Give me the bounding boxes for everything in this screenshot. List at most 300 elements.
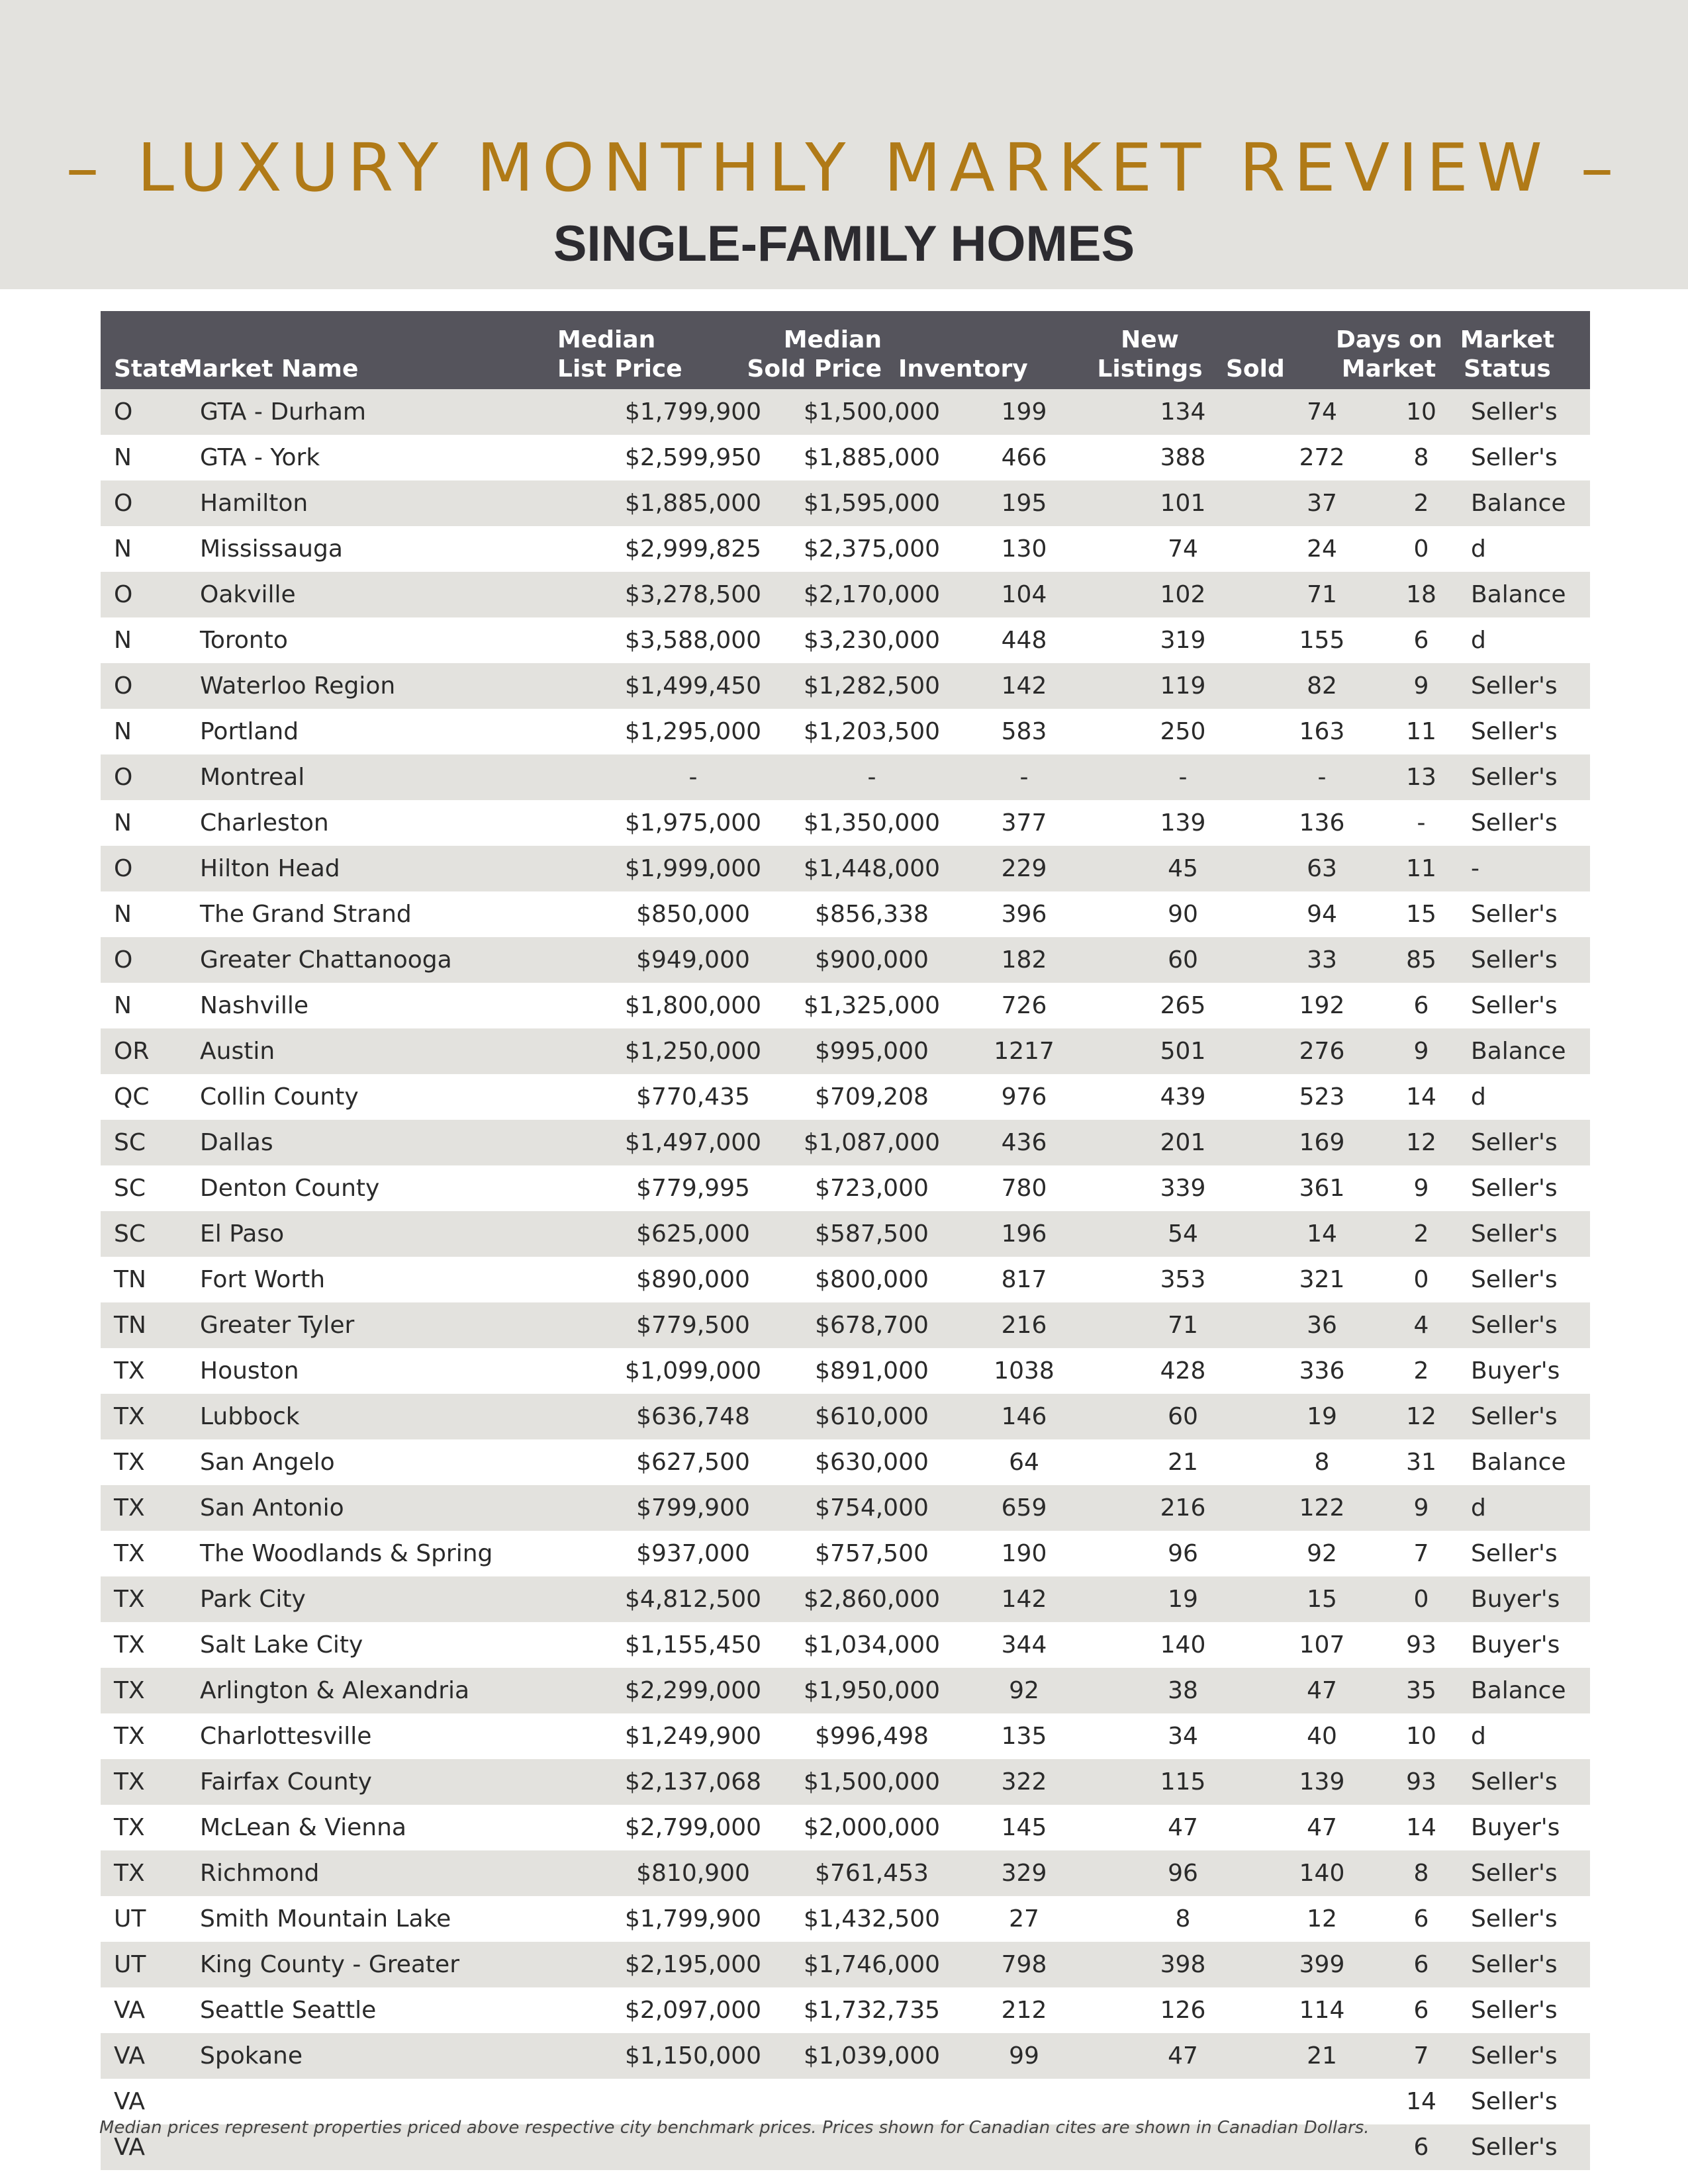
table-row [101,846,1590,891]
cell-state: OR [114,1038,150,1065]
cell-market-status: Seller's [1471,946,1558,974]
cell-list-price: - [688,764,698,791]
cell-days-on-market: 7 [1413,2042,1429,2070]
cell-inventory: 145 [1001,1814,1047,1841]
cell-market-name: San Antonio [200,1494,344,1522]
cell-list-price: $3,278,500 [624,581,762,608]
table-row [101,1713,1590,1759]
cell-sold-price: $891,000 [815,1357,929,1385]
cell-sold-price: - [867,764,876,791]
cell-inventory: 229 [1001,855,1047,882]
table-row [101,1394,1590,1439]
cell-inventory: 377 [1001,809,1047,837]
cell-list-price: $2,599,950 [624,444,762,471]
cell-list-price: $890,000 [636,1266,750,1293]
cell-inventory: 182 [1001,946,1047,974]
cell-market-name: King County - Greater [200,1951,459,1978]
cell-sold-price: $856,338 [815,901,929,928]
cell-market-status: Seller's [1471,1175,1558,1202]
table-row [101,663,1590,709]
cell-market-name: Montreal [200,764,305,791]
cell-list-price: $2,299,000 [624,1677,762,1704]
cell-days-on-market: 13 [1406,764,1436,791]
cell-days-on-market: 6 [1413,2134,1429,2161]
cell-list-price: $2,999,825 [624,535,762,563]
cell-market-status: Seller's [1471,992,1558,1019]
cell-state: TX [114,1540,145,1567]
cell-inventory: 817 [1001,1266,1047,1293]
cell-market-name: Greater Chattanooga [200,946,452,974]
cell-new-listings: 119 [1160,672,1206,700]
cell-sold-price: $709,208 [815,1083,929,1111]
cell-list-price: $625,000 [636,1220,750,1248]
cell-days-on-market: 2 [1413,1220,1429,1248]
cell-new-listings: 139 [1160,809,1206,837]
cell-list-price: $2,097,000 [624,1997,762,2024]
cell-days-on-market: 6 [1413,1905,1429,1933]
cell-market-name: Fairfax County [200,1768,372,1796]
cell-days-on-market: 31 [1406,1449,1436,1476]
cell-sold: 12 [1307,1905,1337,1933]
cell-market-name: Richmond [200,1860,320,1887]
cell-sold-price: $3,230,000 [803,627,941,654]
cell-sold: 122 [1299,1494,1345,1522]
cell-new-listings: 265 [1160,992,1206,1019]
cell-market-name: Greater Tyler [200,1312,355,1339]
cell-sold-price: $2,375,000 [803,535,941,563]
cell-days-on-market: 0 [1413,535,1429,563]
cell-market-status: Balance [1471,490,1566,517]
cell-state: O [114,764,133,791]
cell-state: TX [114,1449,145,1476]
cell-list-price: $1,155,450 [624,1631,762,1659]
cell-list-price: $1,497,000 [624,1129,762,1156]
cell-list-price: $799,900 [636,1494,750,1522]
cell-state: SC [114,1220,146,1248]
cell-market-status: Seller's [1471,809,1558,837]
cell-days-on-market: 6 [1413,627,1429,654]
cell-new-listings: 339 [1160,1175,1206,1202]
cell-days-on-market: 9 [1413,1038,1429,1065]
cell-market-status: Seller's [1471,1312,1558,1339]
cell-list-price: $937,000 [636,1540,750,1567]
cell-sold-price: $610,000 [815,1403,929,1430]
cell-inventory: 135 [1001,1723,1047,1750]
cell-market-status: Seller's [1471,1905,1558,1933]
table-row [101,526,1590,572]
cell-list-price: $1,099,000 [624,1357,762,1385]
cell-market-name: Fort Worth [200,1266,326,1293]
cell-state: TX [114,1357,145,1385]
cell-days-on-market: 6 [1413,1951,1429,1978]
cell-new-listings: 398 [1160,1951,1206,1978]
cell-sold: 272 [1299,444,1345,471]
cell-state: O [114,672,133,700]
table-row [101,891,1590,937]
cell-sold: 33 [1307,946,1337,974]
cell-state: TX [114,1494,145,1522]
cell-sold-price: $1,500,000 [803,1768,941,1796]
cell-sold-price: $1,595,000 [803,490,941,517]
cell-market-status: Balance [1471,1677,1566,1704]
cell-sold: 47 [1307,1814,1337,1841]
cell-sold: 24 [1307,535,1337,563]
cell-inventory: 780 [1001,1175,1047,1202]
cell-inventory: 142 [1001,1586,1047,1613]
cell-inventory: 196 [1001,1220,1047,1248]
cell-state: SC [114,1129,146,1156]
cell-inventory: 99 [1009,2042,1039,2070]
cell-market-status: Seller's [1471,2088,1558,2115]
cell-days-on-market: 8 [1413,1860,1429,1887]
cell-sold-price: $1,950,000 [803,1677,941,1704]
cell-new-listings: 101 [1160,490,1206,517]
cell-state: VA [114,2042,145,2070]
cell-market-name: Nashville [200,992,309,1019]
cell-inventory: 976 [1001,1083,1047,1111]
cell-state: N [114,809,132,837]
cell-market-name: Collin County [200,1083,359,1111]
cell-days-on-market: 8 [1413,444,1429,471]
cell-list-price: $1,800,000 [624,992,762,1019]
table-row [101,1120,1590,1165]
cell-sold: 107 [1299,1631,1345,1659]
cell-state: TX [114,1814,145,1841]
cell-days-on-market: 9 [1413,1494,1429,1522]
cell-state: UT [114,1905,146,1933]
table-row [101,1942,1590,1987]
cell-list-price: $1,250,000 [624,1038,762,1065]
cell-sold-price: $1,087,000 [803,1129,941,1156]
col-header-days-on-market: Days on Market [1336,326,1442,383]
cell-inventory: 583 [1001,718,1047,745]
cell-new-listings: 501 [1160,1038,1206,1065]
cell-sold: 361 [1299,1175,1345,1202]
cell-inventory: 195 [1001,490,1047,517]
col-header-new-listings: New Listings [1097,326,1203,383]
cell-sold-price: $761,453 [815,1860,929,1887]
cell-state: N [114,992,132,1019]
cell-list-price: $949,000 [636,946,750,974]
cell-sold-price: $1,039,000 [803,2042,941,2070]
cell-market-status: Buyer's [1471,1357,1560,1385]
table-row [101,1622,1590,1668]
cell-list-price: $1,799,900 [624,398,762,426]
cell-days-on-market: 6 [1413,992,1429,1019]
cell-sold: 139 [1299,1768,1345,1796]
col-header-market-name: Market Name [179,355,359,383]
cell-sold: 399 [1299,1951,1345,1978]
cell-inventory: 64 [1009,1449,1039,1476]
cell-new-listings: 250 [1160,718,1206,745]
cell-sold-price: $1,282,500 [803,672,941,700]
cell-list-price: $779,500 [636,1312,750,1339]
table-row [101,572,1590,617]
cell-sold-price: $1,350,000 [803,809,941,837]
cell-inventory: 436 [1001,1129,1047,1156]
cell-market-status: Seller's [1471,672,1558,700]
cell-inventory: 142 [1001,672,1047,700]
cell-state: TX [114,1768,145,1796]
cell-sold-price: $1,746,000 [803,1951,941,1978]
cell-sold-price: $2,000,000 [803,1814,941,1841]
cell-list-price: $2,195,000 [624,1951,762,1978]
cell-new-listings: 38 [1168,1677,1198,1704]
cell-state: VA [114,1997,145,2024]
cell-market-name: Waterloo Region [200,672,396,700]
table-row [101,1485,1590,1531]
cell-sold: 63 [1307,855,1337,882]
cell-sold-price: $900,000 [815,946,929,974]
cell-inventory: 448 [1001,627,1047,654]
cell-market-name: The Grand Strand [200,901,412,928]
cell-market-name: Arlington & Alexandria [200,1677,470,1704]
cell-state: N [114,535,132,563]
cell-inventory: 130 [1001,535,1047,563]
cell-market-name: Mississauga [200,535,343,563]
cell-sold: 74 [1307,398,1337,426]
cell-market-status: Seller's [1471,2042,1558,2070]
cell-new-listings: 71 [1168,1312,1198,1339]
cell-market-name: Charlottesville [200,1723,372,1750]
cell-market-status: Balance [1471,581,1566,608]
cell-list-price: $1,295,000 [624,718,762,745]
cell-market-name: Austin [200,1038,275,1065]
cell-state: O [114,855,133,882]
cell-list-price: $4,812,500 [624,1586,762,1613]
cell-days-on-market: 18 [1406,581,1436,608]
cell-days-on-market: 93 [1406,1631,1436,1659]
cell-new-listings: 54 [1168,1220,1198,1248]
cell-inventory: 212 [1001,1997,1047,2024]
cell-inventory: 726 [1001,992,1047,1019]
cell-sold-price: $800,000 [815,1266,929,1293]
table-row [101,1074,1590,1120]
cell-new-listings: 47 [1168,2042,1198,2070]
cell-market-status: Balance [1471,1449,1566,1476]
cell-market-status: Seller's [1471,764,1558,791]
table-row [101,937,1590,983]
table-row [101,754,1590,800]
cell-sold-price: $995,000 [815,1038,929,1065]
cell-sold: 15 [1307,1586,1337,1613]
table-row [101,1576,1590,1622]
cell-inventory: 92 [1009,1677,1039,1704]
cell-inventory: 216 [1001,1312,1047,1339]
cell-state: TX [114,1631,145,1659]
cell-new-listings: 134 [1160,398,1206,426]
table-row [101,1302,1590,1348]
cell-sold: 192 [1299,992,1345,1019]
cell-days-on-market: 10 [1406,1723,1436,1750]
cell-sold: 8 [1314,1449,1330,1476]
cell-sold: 94 [1307,901,1337,928]
cell-list-price: $627,500 [636,1449,750,1476]
cell-new-listings: 216 [1160,1494,1206,1522]
cell-state: O [114,490,133,517]
cell-days-on-market: 12 [1406,1403,1436,1430]
cell-new-listings: 21 [1168,1449,1198,1476]
cell-sold: 47 [1307,1677,1337,1704]
cell-sold-price: $1,203,500 [803,718,941,745]
table-row [101,1165,1590,1211]
cell-market-status: Seller's [1471,1129,1558,1156]
cell-list-price: $2,137,068 [624,1768,762,1796]
cell-state: TX [114,1860,145,1887]
cell-inventory: 1217 [994,1038,1055,1065]
cell-days-on-market: 14 [1406,1083,1436,1111]
cell-inventory: 146 [1001,1403,1047,1430]
cell-sold: 37 [1307,490,1337,517]
cell-new-listings: 60 [1168,946,1198,974]
cell-sold: 71 [1307,581,1337,608]
cell-list-price: $810,900 [636,1860,750,1887]
cell-market-name: Portland [200,718,299,745]
cell-list-price: $1,499,450 [624,672,762,700]
table-row [101,800,1590,846]
cell-sold: 523 [1299,1083,1345,1111]
cell-sold-price: $1,432,500 [803,1905,941,1933]
cell-days-on-market: 10 [1406,398,1436,426]
cell-market-status: d [1471,627,1486,654]
cell-sold-price: $723,000 [815,1175,929,1202]
cell-market-name: Seattle Seattle [200,1997,377,2024]
cell-inventory: 329 [1001,1860,1047,1887]
cell-new-listings: 45 [1168,855,1198,882]
cell-inventory: 199 [1001,398,1047,426]
cell-sold-price: $996,498 [815,1723,929,1750]
table-row [101,1896,1590,1942]
cell-days-on-market: 6 [1413,1997,1429,2024]
cell-market-status: Seller's [1471,1540,1558,1567]
cell-list-price: $1,885,000 [624,490,762,517]
cell-state: TN [114,1312,146,1339]
cell-state: O [114,581,133,608]
cell-sold: 92 [1307,1540,1337,1567]
cell-sold-price: $1,325,000 [803,992,941,1019]
cell-market-status: Seller's [1471,718,1558,745]
cell-market-status: Balance [1471,1038,1566,1065]
table-row [101,389,1590,435]
cell-state: N [114,444,132,471]
cell-inventory: 396 [1001,901,1047,928]
cell-inventory: 659 [1001,1494,1047,1522]
table-row [101,983,1590,1028]
cell-market-name: GTA - York [200,444,320,471]
page-subtitle: SINGLE-FAMILY HOMES [553,216,1135,272]
cell-state: TX [114,1677,145,1704]
cell-sold-price: $678,700 [815,1312,929,1339]
cell-market-status: Buyer's [1471,1814,1560,1841]
cell-sold: 82 [1307,672,1337,700]
cell-list-price: $770,435 [636,1083,750,1111]
cell-sold-price: $1,885,000 [803,444,941,471]
cell-sold: 136 [1299,809,1345,837]
cell-market-name: Park City [200,1586,306,1613]
cell-sold: 163 [1299,718,1345,745]
cell-list-price: $1,999,000 [624,855,762,882]
cell-days-on-market: 35 [1406,1677,1436,1704]
cell-list-price: $636,748 [636,1403,750,1430]
cell-market-name: Salt Lake City [200,1631,363,1659]
cell-new-listings: 126 [1160,1997,1206,2024]
col-header-market-status: Market Status [1460,326,1555,383]
cell-list-price: $2,799,000 [624,1814,762,1841]
cell-inventory: 466 [1001,444,1047,471]
table-row [101,1348,1590,1394]
cell-inventory: 322 [1001,1768,1047,1796]
cell-market-status: Buyer's [1471,1586,1560,1613]
cell-state: TN [114,1266,146,1293]
cell-new-listings: 96 [1168,1540,1198,1567]
cell-state: VA [114,2134,145,2161]
cell-sold: 155 [1299,627,1345,654]
cell-new-listings: 201 [1160,1129,1206,1156]
cell-sold-price: $1,500,000 [803,398,941,426]
cell-days-on-market: - [1417,809,1426,837]
cell-list-price: $850,000 [636,901,750,928]
page-title: – LUXURY MONTHLY MARKET REVIEW – [66,129,1622,206]
cell-new-listings: 319 [1160,627,1206,654]
cell-state: TX [114,1586,145,1613]
cell-market-status: Seller's [1471,1997,1558,2024]
cell-state: QC [114,1083,150,1111]
cell-market-name: GTA - Durham [200,398,366,426]
cell-new-listings: 8 [1175,1905,1191,1933]
cell-sold-price: $1,448,000 [803,855,941,882]
cell-state: TX [114,1723,145,1750]
cell-days-on-market: 12 [1406,1129,1436,1156]
cell-sold-price: $754,000 [815,1494,929,1522]
cell-new-listings: 102 [1160,581,1206,608]
cell-list-price: $779,995 [636,1175,750,1202]
cell-state: N [114,901,132,928]
cell-days-on-market: 0 [1413,1586,1429,1613]
cell-new-listings: 47 [1168,1814,1198,1841]
table-header [101,311,1590,389]
cell-new-listings: 90 [1168,901,1198,928]
table-row [101,1257,1590,1302]
cell-market-name: Oakville [200,581,296,608]
table-row [101,1850,1590,1896]
cell-state: UT [114,1951,146,1978]
cell-new-listings: 353 [1160,1266,1206,1293]
cell-inventory: 27 [1009,1905,1039,1933]
cell-new-listings: 34 [1168,1723,1198,1750]
cell-days-on-market: 85 [1406,946,1436,974]
cell-days-on-market: 9 [1413,672,1429,700]
table-row [101,617,1590,663]
table-row [101,1987,1590,2033]
cell-sold: 321 [1299,1266,1345,1293]
cell-sold-price: $630,000 [815,1449,929,1476]
cell-days-on-market: 2 [1413,1357,1429,1385]
cell-state: N [114,627,132,654]
cell-market-status: d [1471,1494,1486,1522]
cell-market-name: Lubbock [200,1403,300,1430]
cell-market-status: - [1471,855,1479,882]
cell-state: O [114,398,133,426]
cell-market-name: McLean & Vienna [200,1814,406,1841]
cell-days-on-market: 7 [1413,1540,1429,1567]
cell-inventory: 798 [1001,1951,1047,1978]
cell-market-status: Seller's [1471,1220,1558,1248]
cell-days-on-market: 0 [1413,1266,1429,1293]
cell-market-name: Denton County [200,1175,380,1202]
table-row [101,1759,1590,1805]
cell-market-status: d [1471,1723,1486,1750]
cell-inventory: - [1019,764,1029,791]
